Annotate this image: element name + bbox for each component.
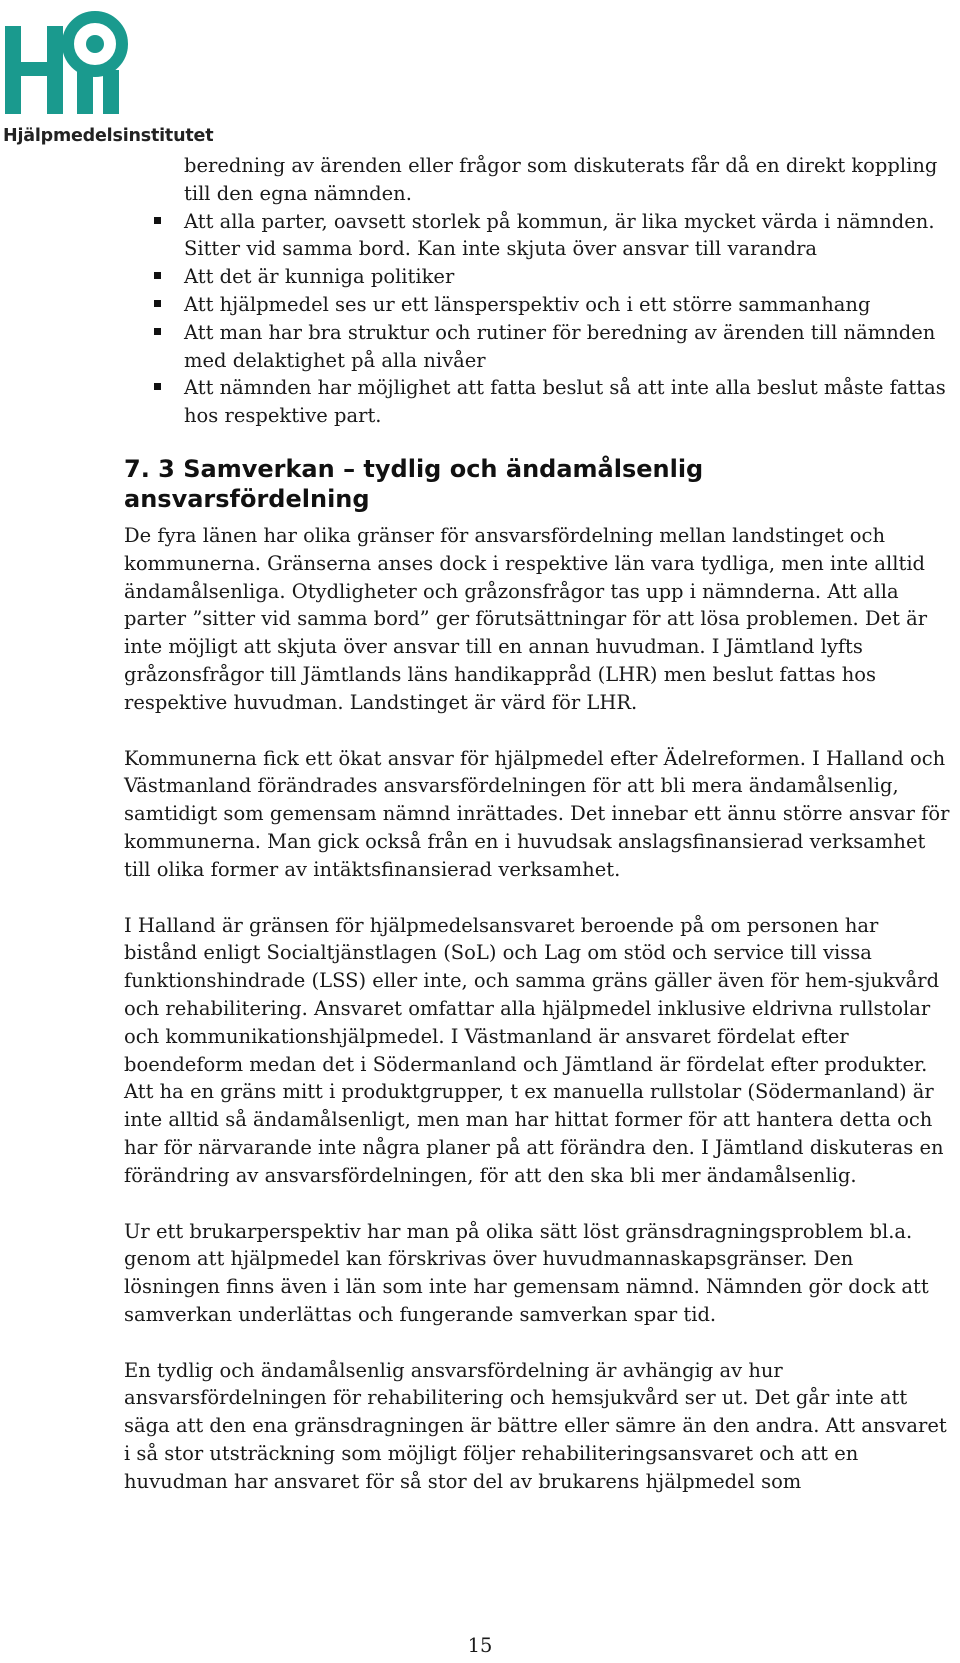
bullet-icon: [154, 272, 161, 279]
list-item: [184, 374, 954, 430]
intro-continuation: beredning av ärenden eller frågor som diskuterats får då en direkt koppling till den egna nämnden.: [184, 154, 938, 205]
list-item-text: Att hjälpmedel ses ur ett länsperspektiv och i ett större sammanhang: [184, 292, 871, 316]
list-item: [184, 319, 954, 375]
list-item-text: Att alla parter, oavsett storlek på kommun, är lika mycket värda i nämnden. Sitter vid samma bord. Kan inte skjuta över ansvar till varandra: [184, 209, 935, 261]
list-item: [184, 291, 954, 319]
list-item: [184, 263, 954, 291]
list-item-text: Att nämnden har möjlighet att fatta beslut så att inte alla beslut måste fattas hos respektive part.: [184, 376, 946, 428]
paragraph: I Halland är gränsen för hjälpmedelsansvaret beroende på om personen har bistånd enligt Socialtjänstlagen (SoL) och Lag om stöd och service till vissa funktionshindrade (LSS) eller inte, och samma gräns gäller även för hem-sjukvård och rehabilitering. Ansvaret omfattar alla hjälpmedel inklusive eldrivna rullstolar och kommunikationshjälpmedel. I Västmanland är ansvaret fördelat efter boendeform medan det i Södermanland och Jämtland är fördelat efter produkter. Att ha en gräns mitt i produktgrupper, t ex manuella rullstolar (Södermanland) är inte alltid så ändamålsenligt, men man har hittat former för att hantera detta och har för närvarande inte några planer på att förändra den. I Jämtland diskuteras en förändring av ansvarsfördelningen, för att den ska bli mer ändamålsenlig.: [124, 913, 944, 1187]
section-heading: 7. 3 Samverkan – tydlig och ändamålsenlig ansvarsfördelning: [124, 454, 704, 513]
list-item: [184, 208, 954, 264]
logo-name: Hjälpmedelsinstitutet: [3, 126, 214, 146]
paragraph: En tydlig och ändamålsenlig ansvarsfördelning är avhängig av hur ansvarsfördelningen för rehabilitering och hemsjukvård ser ut. Det går inte att säga att den ena gränsdragningen är bättre eller sämre än den andra. Att ansvaret i så stor utsträckning som möjligt följer rehabiliteringsansvaret och att en huvudman har ansvaret för så stor del av brukarens hjälpmedel som: [124, 1358, 947, 1493]
page-number: 15: [467, 1634, 493, 1657]
list-item-text: Att det är kunniga politiker: [184, 265, 455, 289]
document-body: [124, 152, 954, 1524]
bullet-icon: [154, 217, 161, 224]
bullet-icon: [154, 383, 161, 390]
paragraph: Kommunerna fick ett ökat ansvar för hjälpmedel efter Ädelreformen. I Halland och Västmanland förändrades ansvarsfördelningen för att bli mera ändamålsenlig, samtidigt som gemensam nämnd inrättades. Det innebar ett ännu större ansvar för kommunerna. Man gick också från en i huvudsak anslagsfinansierad verksamhet till olika former av intäktsfinansierad verksamhet.: [124, 746, 950, 881]
list-item-text: Att man har bra struktur och rutiner för beredning av ärenden till nämnden med delaktighet på alla nivåer: [184, 320, 936, 372]
paragraph: Ur ett brukarperspektiv har man på olika sätt löst gränsdragningsproblem bl.a. genom att hjälpmedel kan förskrivas över huvudmannaskapsgränser. Den lösningen finns även i län som inte har gemensam nämnd. Nämnden gör dock att samverkan underlättas och fungerande samverkan spar tid.: [124, 1219, 929, 1326]
hi-logo-icon: [3, 6, 193, 121]
paragraph: De fyra länen har olika gränser för ansvarsfördelning mellan landstinget och kommunerna. Gränserna anses dock i respektive län vara tydliga, men inte alltid ändamålsenliga. Otydligheter och gråzonsfrågor tas upp i nämnderna. Att alla parter ”sitter vid samma bord” ger förutsättningar för att lösa problemen. Det är inte möjligt att skjuta över ansvar till en annan huvudman. I Jämtland lyfts gråzonsfrågor till Jämtlands läns handikappråd (LHR) men beslut fattas hos respektive huvudman. Landstinget är värd för LHR.: [124, 523, 928, 714]
bullet-icon: [154, 328, 161, 335]
bullet-icon: [154, 300, 161, 307]
bullet-list: [124, 208, 954, 430]
logo: [3, 6, 214, 146]
